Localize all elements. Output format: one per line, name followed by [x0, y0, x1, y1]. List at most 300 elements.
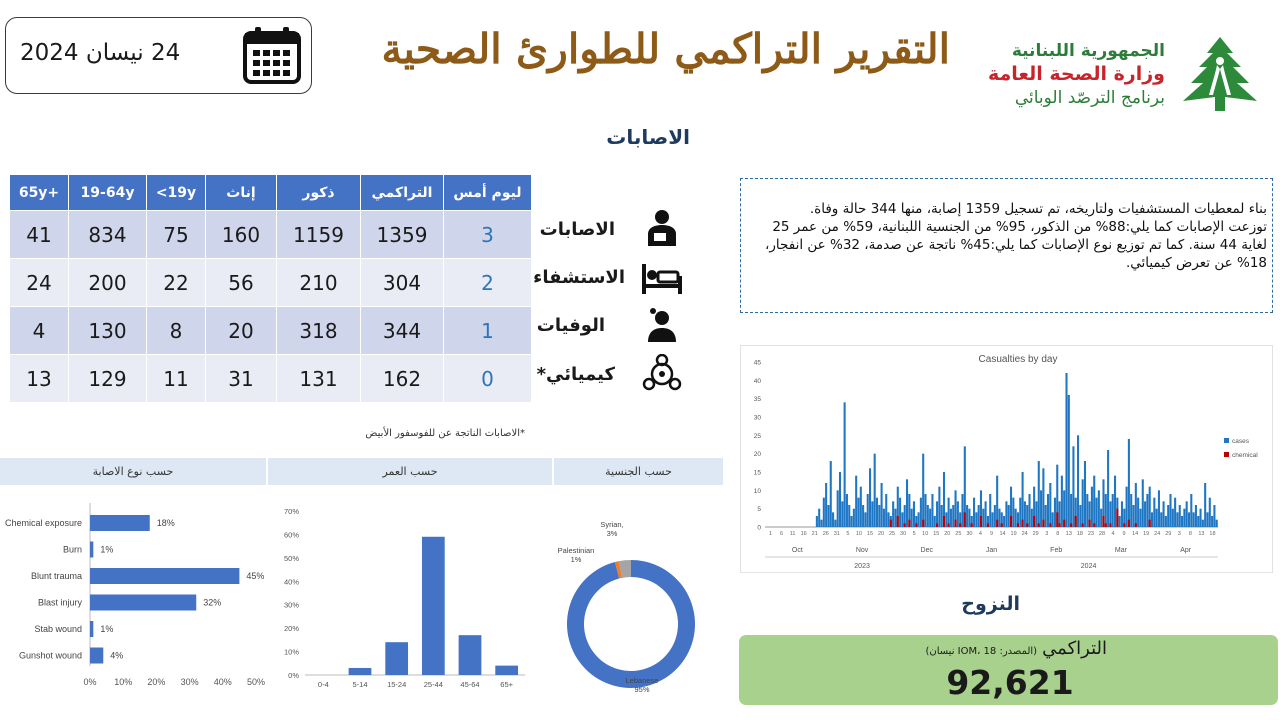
chemical-bar	[908, 520, 910, 527]
cases-bar	[1174, 498, 1176, 527]
chemical-bar	[1049, 523, 1051, 527]
casualties-heading: الاصابات	[606, 125, 690, 149]
table-cell: 20	[206, 307, 277, 355]
day-tick-label: 8	[1056, 531, 1060, 537]
displacement-label	[745, 638, 1107, 659]
slice-pct-label: 1%	[570, 555, 582, 564]
cases-bar	[832, 512, 834, 527]
chemical-bar	[922, 520, 924, 527]
cases-bar	[934, 516, 936, 527]
cases-bar	[1061, 476, 1063, 527]
chemical-bar	[1135, 523, 1137, 527]
cases-bar	[857, 498, 859, 527]
cases-bar	[899, 498, 901, 527]
y-tick-label: 70%	[283, 507, 299, 516]
legend-label: chemical	[1232, 452, 1258, 459]
col-male: ذكور	[277, 175, 361, 211]
cases-bar	[1084, 461, 1086, 527]
chemical-bar	[955, 520, 957, 527]
cases-bar	[913, 501, 915, 527]
cases-bar	[885, 494, 887, 527]
cases-bar	[1188, 512, 1190, 527]
month-label: Jan	[985, 547, 998, 554]
cases-bar	[929, 509, 931, 527]
cases-bar	[1172, 509, 1174, 527]
cases-bar	[996, 476, 998, 527]
chemical-bar	[987, 523, 989, 527]
table-footnote: *الاصابات الناتجة عن للفوسفور الأبيض	[365, 428, 525, 439]
day-tick-label: 10	[855, 531, 862, 537]
table-row	[10, 211, 532, 259]
chemical-bar	[1063, 520, 1065, 527]
chemical-bar	[1033, 516, 1035, 527]
biohazard-icon	[640, 354, 684, 394]
cases-bar	[841, 501, 843, 527]
cases-bar	[1165, 516, 1167, 527]
chemical-bar	[980, 516, 982, 527]
cases-bar	[881, 483, 883, 527]
cases-bar	[1019, 498, 1021, 527]
cases-bar	[1022, 472, 1024, 527]
cases-bar	[961, 494, 963, 527]
y-tick-label: 40	[753, 377, 761, 385]
cases-bar	[830, 461, 832, 527]
table-cell: 210	[277, 259, 361, 307]
chemical-bar	[1093, 523, 1095, 527]
cases-bar	[982, 509, 984, 527]
cases-bar	[1190, 494, 1192, 527]
summary-text	[747, 200, 1267, 272]
day-tick-label: 9	[989, 531, 994, 537]
casualties-by-day-chart	[740, 345, 1273, 573]
cases-bar	[1209, 498, 1211, 527]
table-row	[10, 355, 532, 403]
chemical-bar	[897, 516, 899, 527]
data-label: 4%	[110, 650, 124, 661]
table-cell: 304	[361, 259, 444, 307]
slice-label: Lebanese	[625, 676, 659, 685]
cases-bar	[920, 498, 922, 527]
y-tick-label: 45	[753, 359, 761, 367]
cases-bar	[818, 509, 820, 527]
day-tick-label: 25	[955, 531, 962, 537]
cases-bar	[823, 498, 825, 527]
chemical-bar	[915, 523, 917, 527]
cases-bar	[1151, 512, 1153, 527]
cases-bar	[1068, 395, 1070, 527]
slice-pct-label: 95%	[634, 685, 650, 694]
y-tick-label: 20	[753, 451, 761, 459]
y-tick-label: 10	[753, 487, 761, 495]
bar	[90, 568, 239, 584]
cases-bar	[878, 505, 880, 527]
chemical-bar	[1149, 520, 1151, 527]
cases-bar	[1059, 501, 1061, 527]
bar	[90, 621, 93, 637]
table-cell: 162	[361, 355, 444, 403]
day-tick-label: 9	[1122, 531, 1126, 537]
cases-bar	[911, 509, 913, 527]
cases-bar	[985, 501, 987, 527]
displacement-source: (المصدر: IOM، 18 نيسان)	[925, 646, 1038, 657]
month-label: Nov	[855, 547, 869, 554]
slice-label: Palestinian	[557, 546, 595, 555]
cases-bar	[1047, 494, 1049, 527]
data-label: 45%	[246, 571, 265, 581]
legend-label: cases	[1232, 438, 1249, 445]
day-tick-label: 5	[912, 531, 916, 537]
y-tick-label: 40%	[283, 577, 299, 587]
chemical-bar	[1017, 523, 1019, 527]
day-tick-label: 30	[900, 531, 907, 537]
cases-bar	[1146, 494, 1148, 527]
x-tick-label: 30%	[180, 677, 199, 687]
cases-bar	[848, 505, 850, 527]
table-cell: 160	[206, 211, 277, 259]
chemical-bar	[1105, 523, 1107, 527]
x-tick-label: 0%	[83, 677, 97, 687]
summary-line1: بناء لمعطيات المستشفيات ولتاريخه، تم تسجيل 1359 إصابة، منها 344 حالة وفاة.	[809, 201, 1267, 217]
table-cell: 131	[277, 355, 361, 403]
cases-bar	[874, 454, 876, 527]
day-tick-label: 26	[822, 531, 829, 537]
table-cell: 834	[69, 211, 147, 259]
cases-bar	[1200, 509, 1202, 527]
x-tick-label: 45-64	[460, 680, 480, 689]
cases-bar	[924, 494, 926, 527]
bar	[495, 666, 518, 675]
chemical-bar	[890, 520, 892, 527]
cases-bar	[1112, 494, 1114, 527]
day-tick-label: 13	[1198, 531, 1205, 537]
day-tick-label: 3	[1045, 531, 1049, 537]
table-cell: 75	[147, 211, 206, 259]
injured-person-icon	[640, 208, 684, 248]
table-row	[10, 259, 532, 307]
cases-bar	[1130, 494, 1132, 527]
chemical-bar	[1109, 523, 1111, 527]
cases-bar	[1038, 461, 1040, 527]
chemical-bar	[1082, 523, 1084, 527]
table-cell: 130	[69, 307, 147, 355]
cases-bar	[1135, 483, 1137, 527]
x-tick-label: 25-44	[423, 680, 443, 689]
cases-bar	[931, 494, 933, 527]
chemical-bar	[1128, 520, 1130, 527]
col-under19: <19y	[147, 175, 206, 211]
cases-bar	[1195, 505, 1197, 527]
cases-bar	[1054, 498, 1056, 527]
cases-bar	[994, 505, 996, 527]
chemical-bar	[1038, 523, 1040, 527]
cases-bar	[1028, 494, 1030, 527]
cases-bar	[837, 490, 839, 527]
cases-bar	[1176, 512, 1178, 527]
table-cell: 200	[69, 259, 147, 307]
cases-bar	[1206, 512, 1208, 527]
day-tick-label: 15	[933, 531, 940, 537]
chemical-bar	[1022, 520, 1024, 527]
chemical-bar	[1089, 520, 1091, 527]
day-tick-label: 21	[811, 531, 818, 537]
chemical-bar	[1059, 523, 1061, 527]
cases-bar	[1082, 479, 1084, 527]
cases-bar	[816, 516, 818, 527]
cases-bar	[1012, 498, 1014, 527]
chemical-bar	[1042, 520, 1044, 527]
day-tick-label: 20	[877, 531, 885, 537]
year-label: 2023	[854, 563, 870, 570]
cases-bar	[853, 509, 855, 527]
cases-bar	[1216, 520, 1218, 527]
x-tick-label: 65+	[500, 680, 514, 689]
row-label-deaths: الوفيات	[536, 315, 605, 336]
y-tick-label: 0%	[288, 671, 299, 680]
day-tick-label: 4	[1111, 531, 1115, 537]
y-tick-label: 35	[753, 396, 761, 404]
table-cell: 344	[361, 307, 444, 355]
table-cell: 318	[277, 307, 361, 355]
cases-bar	[950, 509, 952, 527]
row-label-injuries: الاصابات	[539, 219, 615, 240]
table-cell: 1359	[361, 211, 444, 259]
y-tick-label: 5	[757, 506, 761, 514]
cases-bar	[855, 476, 857, 527]
day-tick-label: 29	[1032, 531, 1039, 537]
cases-bar	[1183, 509, 1185, 527]
cases-bar	[1144, 501, 1146, 527]
cases-bar	[922, 454, 924, 527]
day-tick-label: 16	[800, 531, 807, 537]
chemical-bar	[971, 523, 973, 527]
day-tick-label: 14	[999, 531, 1006, 537]
month-label: Apr	[1180, 547, 1192, 554]
cases-bar	[844, 402, 846, 527]
y-tick-label: 60%	[283, 530, 299, 540]
panel-header-nationality: حسب الجنسية	[554, 458, 723, 485]
cases-bar	[1160, 512, 1162, 527]
cases-bar	[1163, 501, 1165, 527]
day-tick-label: 4	[978, 531, 982, 537]
bar	[90, 595, 196, 611]
chemical-bar	[996, 520, 998, 527]
displacement-heading: النزوح	[961, 593, 1020, 615]
table-cell: 31	[206, 355, 277, 403]
chemical-bar	[904, 523, 906, 527]
cases-bar	[918, 512, 920, 527]
chemical-bar	[1026, 523, 1028, 527]
cases-bar	[1035, 501, 1037, 527]
cases-bar	[883, 509, 885, 527]
table-cell: 41	[10, 211, 69, 259]
cases-bar	[1213, 505, 1215, 527]
cases-bar	[1179, 505, 1181, 527]
table-header-row	[10, 175, 532, 211]
injury-type-chart	[0, 495, 268, 695]
day-tick-label: 10	[922, 531, 929, 537]
cases-bar	[839, 472, 841, 527]
cases-bar	[998, 509, 1000, 527]
col-19-64: 19-64y	[69, 175, 147, 211]
calendar-icon	[242, 25, 302, 85]
cases-bar	[1139, 509, 1141, 527]
data-label: 1%	[100, 624, 114, 634]
category-label: Gunshot wound	[18, 650, 82, 661]
cases-bar	[1156, 509, 1158, 527]
cases-bar	[1204, 483, 1206, 527]
cases-bar	[825, 483, 827, 527]
col-65plus: 65y+	[10, 175, 69, 211]
bar	[90, 542, 93, 558]
y-tick-label: 10%	[283, 647, 299, 657]
cases-bar	[936, 501, 938, 527]
y-tick-label: 50%	[283, 553, 299, 563]
cases-bar	[871, 501, 873, 527]
pie-slice	[567, 560, 695, 688]
cases-bar	[1015, 509, 1017, 527]
cases-bar	[1024, 501, 1026, 527]
category-label: Stab wound	[34, 624, 82, 634]
x-tick-label: 0-4	[317, 680, 329, 689]
cases-bar	[892, 501, 894, 527]
cases-bar	[941, 505, 943, 527]
cases-bar	[834, 520, 836, 527]
chemical-bar	[964, 512, 966, 527]
cases-bar	[862, 505, 864, 527]
day-tick-label: 5	[846, 531, 850, 537]
day-tick-label: 14	[1132, 531, 1139, 537]
bar	[422, 537, 445, 675]
summary-line2: توزعت الإصابات كما يلي:88% من الذكور، 95% من الجنسية اللبنانية، 59% من عمر 25 لغاية 44 سنة. كما تم توزيع نوع الإصابات كما يلي:45% ناتجة عن صدمة، 32% عن انفجار، 18% عن تعرض كيميائي.	[765, 219, 1267, 271]
report-date: 24 نيسان 2024	[20, 40, 181, 66]
cases-bar	[927, 505, 929, 527]
table-cell: 1	[444, 307, 532, 355]
panel-header-injury-type: حسب نوع الاصابة	[0, 458, 266, 485]
table-cell: 4	[10, 307, 69, 355]
chemical-bar	[1123, 523, 1125, 527]
table-cell: 13	[10, 355, 69, 403]
bar	[90, 515, 150, 531]
chart-title: Casualties by day	[978, 354, 1058, 365]
month-label: Dec	[920, 547, 934, 554]
cases-bar	[827, 505, 829, 527]
table-cell: 2	[444, 259, 532, 307]
cases-bar	[894, 509, 896, 527]
cases-bar	[1091, 487, 1093, 527]
cases-bar	[1098, 490, 1100, 527]
month-label: Feb	[1050, 547, 1063, 554]
cases-bar	[901, 512, 903, 527]
cases-bar	[846, 494, 848, 527]
table-cell: 1159	[277, 211, 361, 259]
chemical-bar	[1001, 523, 1003, 527]
table-cell: 56	[206, 259, 277, 307]
cases-bar	[1008, 505, 1010, 527]
y-tick-label: 30	[753, 414, 761, 422]
chemical-bar	[1010, 516, 1012, 527]
day-tick-label: 11	[789, 531, 796, 537]
cases-bar	[1153, 498, 1155, 527]
y-tick-label: 20%	[283, 624, 299, 634]
slice-pct-label: 3%	[606, 529, 618, 538]
cases-bar	[1105, 494, 1107, 527]
category-label: Burn	[62, 544, 82, 555]
cases-bar	[1158, 490, 1160, 527]
cases-bar	[1079, 505, 1081, 527]
day-tick-label: 8	[1188, 531, 1192, 537]
cases-bar	[1072, 446, 1074, 527]
table-cell: 8	[147, 307, 206, 355]
table-cell: 24	[10, 259, 69, 307]
bar	[385, 642, 408, 675]
day-tick-label: 23	[1087, 531, 1095, 537]
chemical-bar	[1070, 523, 1072, 527]
day-tick-label: 24	[1154, 531, 1161, 537]
cases-bar	[1128, 439, 1130, 527]
cases-bar	[1096, 498, 1098, 527]
cases-bar	[1126, 487, 1128, 527]
cases-bar	[1119, 516, 1121, 527]
cases-bar	[948, 498, 950, 527]
chart-frame	[741, 346, 1273, 573]
cases-bar	[1193, 512, 1195, 527]
cases-bar	[1031, 509, 1033, 527]
category-label: Chemical exposure	[4, 518, 82, 528]
cases-bar	[1045, 505, 1047, 527]
displacement-value: 92,621	[946, 663, 1074, 702]
cases-bar	[1086, 494, 1088, 527]
day-tick-label: 30	[966, 531, 973, 537]
cases-bar	[1049, 483, 1051, 527]
cases-bar	[1186, 501, 1188, 527]
cases-bar	[1114, 476, 1116, 527]
y-tick-label: 0	[757, 524, 761, 532]
cases-bar	[1077, 435, 1079, 527]
cases-bar	[945, 512, 947, 527]
cases-bar	[1100, 509, 1102, 527]
category-label: Blunt trauma	[30, 571, 82, 581]
chemical-bar	[943, 516, 945, 527]
table-cell: 22	[147, 259, 206, 307]
day-tick-label: 15	[866, 531, 874, 537]
cases-bar	[1197, 516, 1199, 527]
day-tick-label: 29	[1165, 531, 1172, 537]
cases-bar	[1109, 501, 1111, 527]
cases-bar	[1121, 501, 1123, 527]
cases-bar	[1005, 501, 1007, 527]
chemical-bar	[1056, 512, 1058, 527]
chemical-bar	[1075, 516, 1077, 527]
cases-bar	[1070, 494, 1072, 527]
cases-bar	[1107, 450, 1109, 527]
row-label-chemical: كيميائي*	[536, 364, 615, 385]
cases-bar	[1042, 468, 1044, 527]
ministry-name	[960, 40, 1165, 110]
day-tick-label: 28	[1098, 531, 1106, 537]
y-tick-label: 25	[753, 432, 761, 440]
data-label: 18%	[156, 518, 175, 528]
cases-bar	[989, 494, 991, 527]
month-label: Oct	[791, 547, 803, 554]
cases-bar	[968, 509, 970, 527]
cases-bar	[992, 512, 994, 527]
cases-bar	[1169, 494, 1171, 527]
day-tick-label: 19	[1010, 531, 1017, 537]
x-tick-label: 20%	[147, 677, 166, 687]
day-tick-label: 20	[944, 531, 951, 537]
displacement-cumulative-label: التراكمي	[1042, 638, 1107, 659]
y-tick-label: 15	[753, 469, 761, 477]
